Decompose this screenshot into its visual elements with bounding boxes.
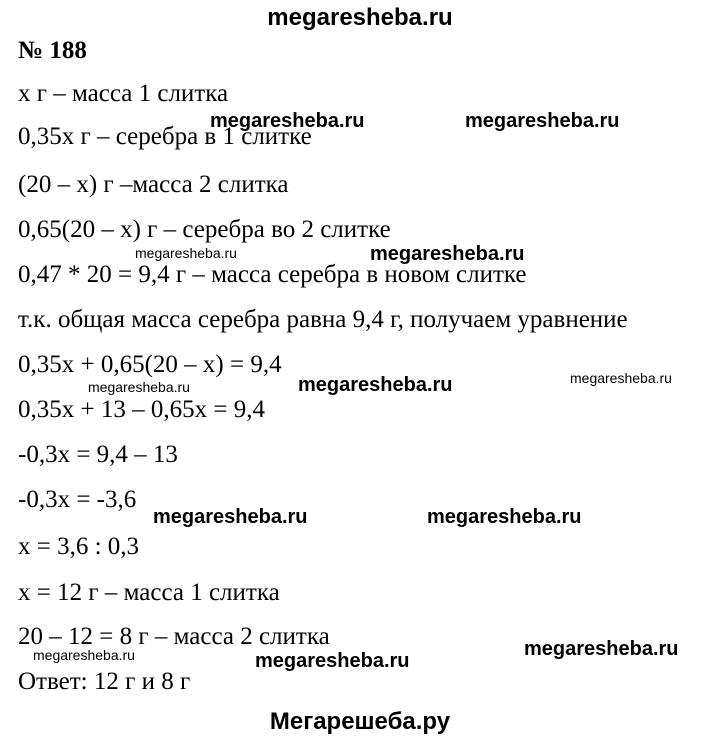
footer-site-name: Мегарешеба.ру — [269, 708, 451, 735]
header-site-name: megaresheba.ru — [267, 4, 453, 31]
solution-line-5: 0,47 * 20 = 9,4 г – масса серебра в новом слитке — [18, 261, 527, 288]
solution-line-4: 0,65(20 – х) г – серебра во 2 слитке — [18, 216, 391, 243]
solution-line-1: х г – масса 1 слитка — [18, 80, 229, 107]
solution-line-9: -0,3х = 9,4 – 13 — [18, 441, 178, 468]
problem-number: № 188 — [18, 37, 87, 64]
watermark-big: megaresheba.ru — [524, 638, 679, 660]
watermark-big: megaresheba.ru — [153, 506, 308, 528]
solution-line-6: т.к. общая масса серебра равна 9,4 г, получаем уравнение — [18, 306, 628, 333]
watermark-big: megaresheba.ru — [427, 506, 582, 528]
solution-line-7: 0,35х + 0,65(20 – х) = 9,4 — [18, 351, 282, 378]
watermark-big: megaresheba.ru — [298, 374, 453, 396]
solution-line-answer: Ответ: 12 г и 8 г — [18, 668, 191, 695]
watermark-big: megaresheba.ru — [210, 110, 365, 132]
watermark-big: megaresheba.ru — [370, 243, 525, 265]
solution-line-3: (20 – х) г –масса 2 слитка — [18, 171, 289, 198]
solution-line-13: 20 – 12 = 8 г – масса 2 слитка — [18, 623, 330, 650]
watermark-small: megaresheba.ru — [135, 245, 237, 261]
solution-line-8: 0,35х + 13 – 0,65х = 9,4 — [18, 396, 265, 423]
watermark-big: megaresheba.ru — [255, 650, 410, 672]
watermark-small: megaresheba.ru — [33, 647, 135, 663]
watermark-small: megaresheba.ru — [88, 379, 190, 395]
watermark-small: megaresheba.ru — [570, 370, 672, 386]
solution-line-10: -0,3х = -3,6 — [18, 486, 137, 513]
watermark-big: megaresheba.ru — [465, 110, 620, 132]
solution-line-12: х = 12 г – масса 1 слитка — [18, 579, 280, 606]
solution-line-11: х = 3,6 : 0,3 — [18, 533, 140, 560]
solution-line-2: 0,35х г – серебра в 1 слитке — [18, 123, 312, 150]
